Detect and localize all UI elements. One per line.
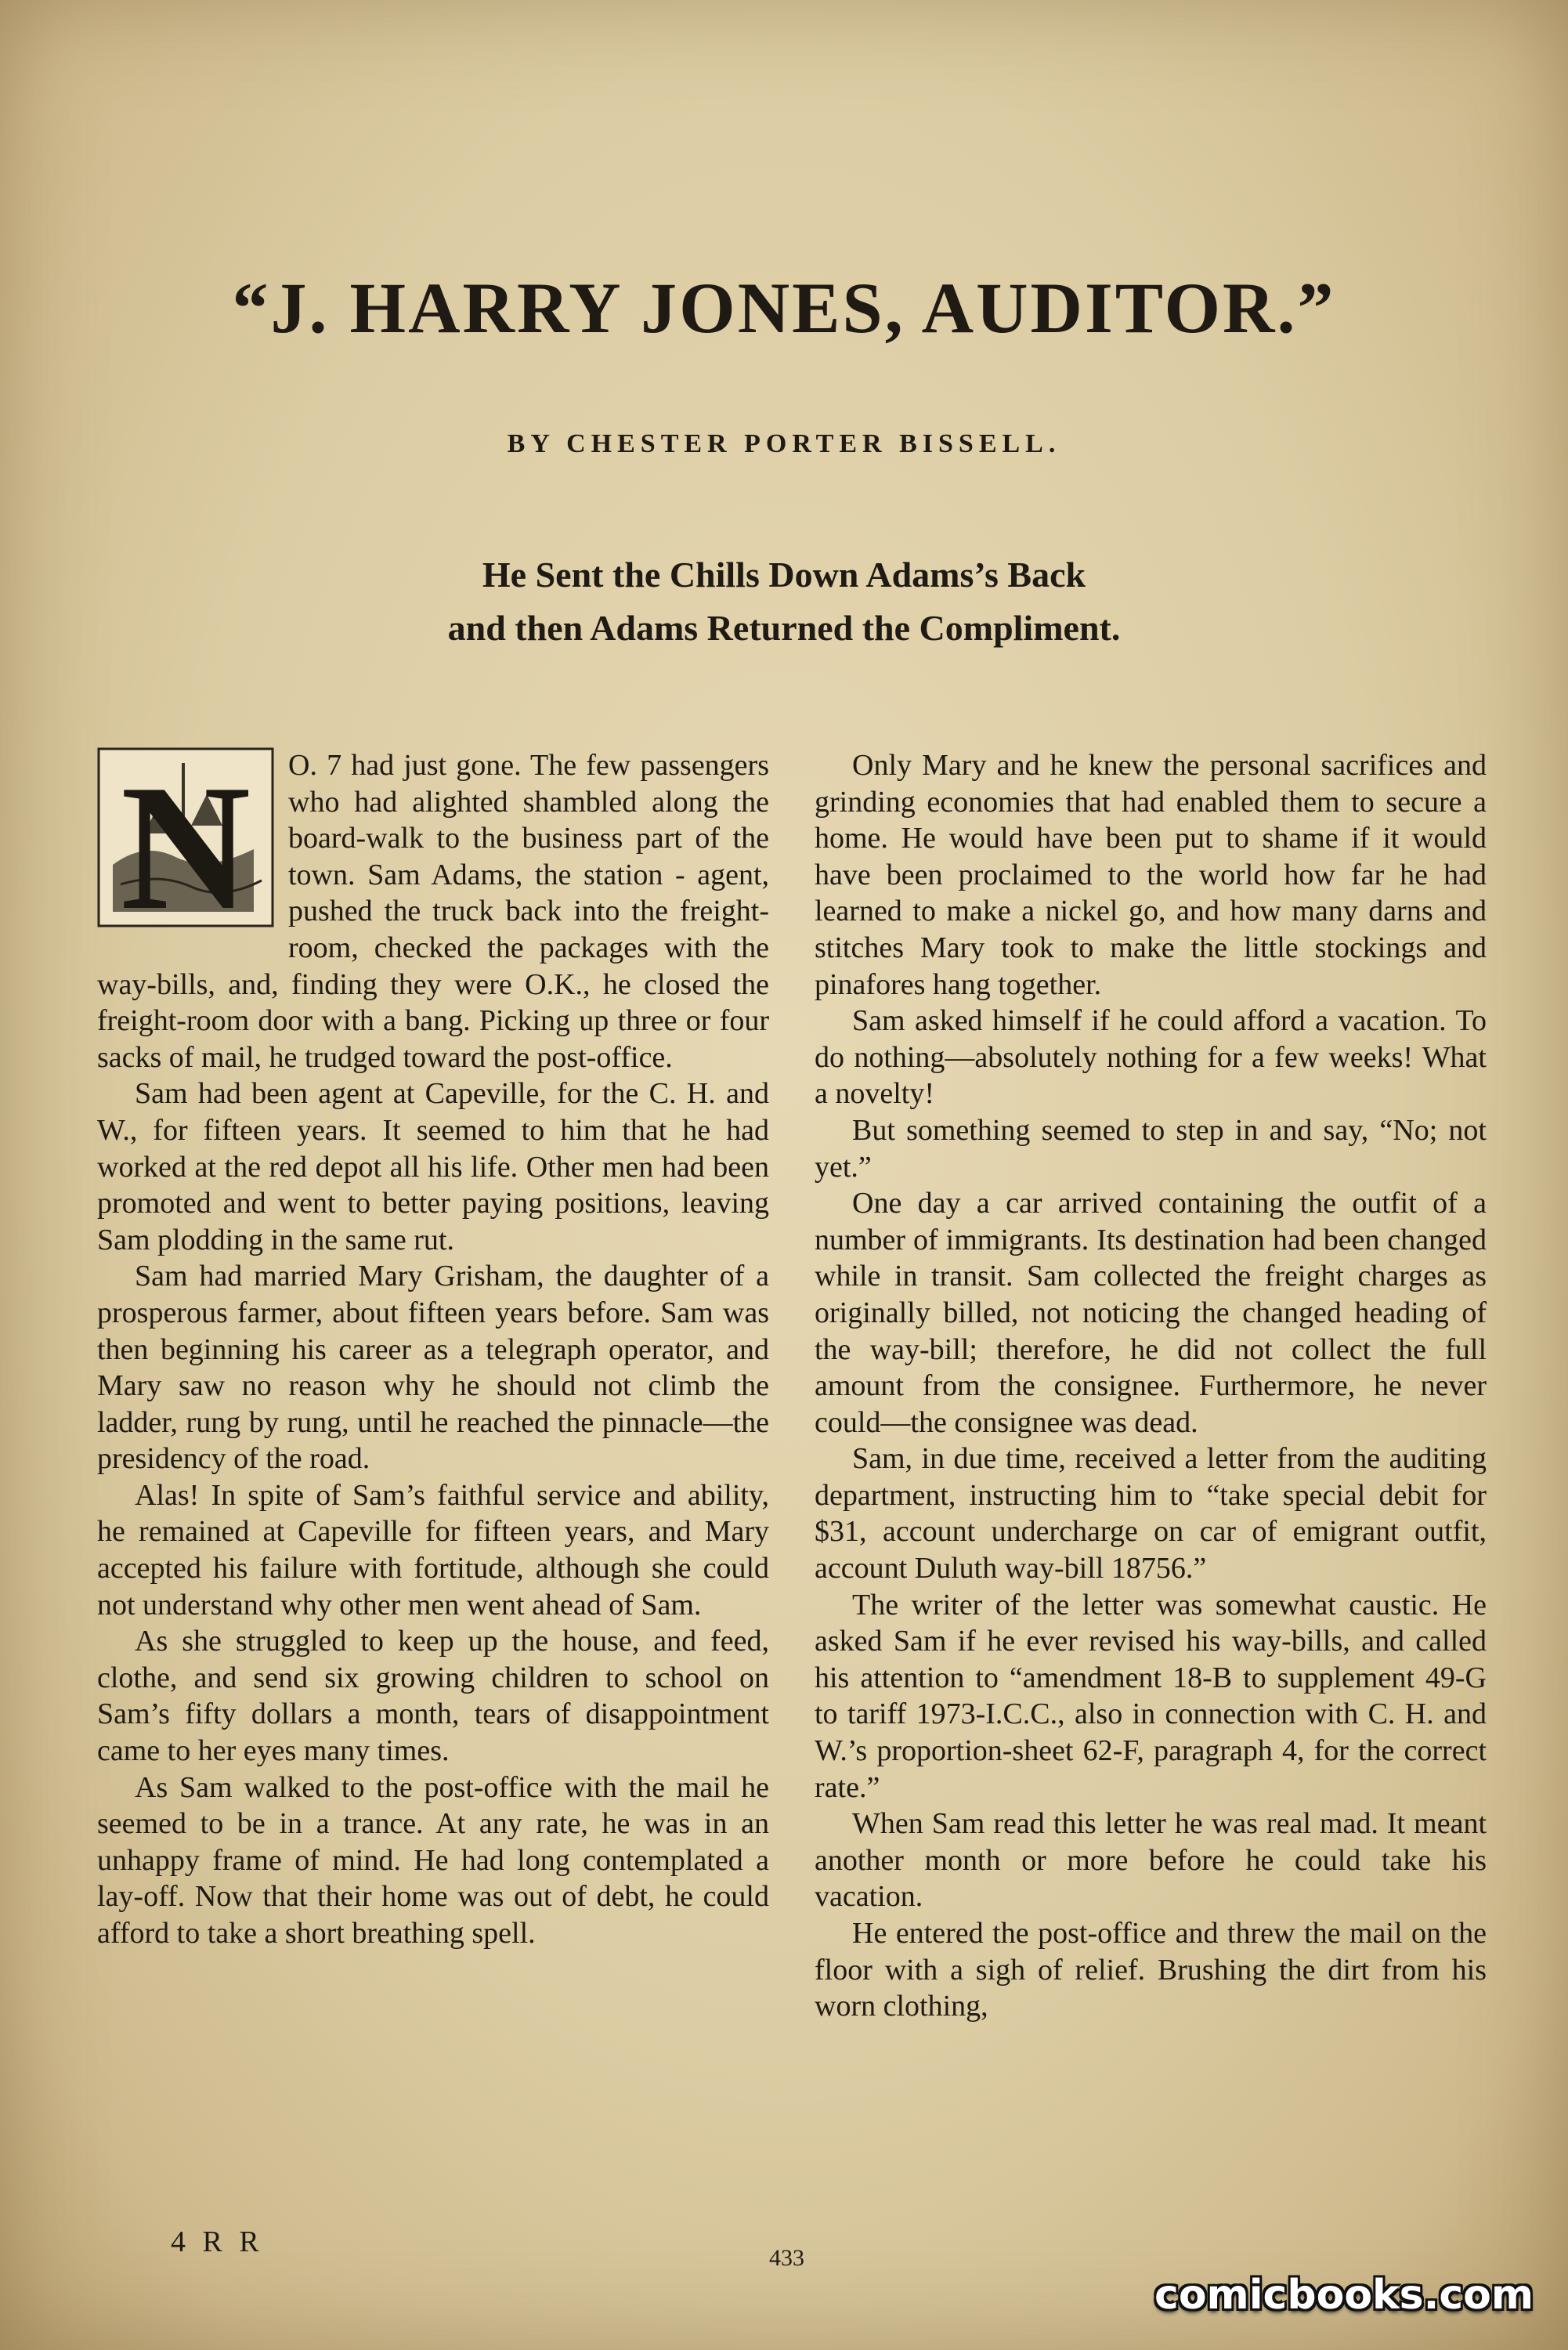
paragraph: But something seemed to step in and say, “No; not yet.” <box>815 1113 1487 1184</box>
paragraph: He entered the post-office and threw the mail on the floor with a sigh of relief. Brushing the dirt from his worn clothing, <box>815 1917 1487 2023</box>
paragraph: One day a car arrived containing the outfit of a number of immigrants. Its destination had been changed while in transit. Sam collected the freight charges as originally billed, not noticing the changed heading of the way-bill; therefore, he did not collect the full amount from the consignee. Furthermore, he never could—the consignee was dead. <box>815 1187 1487 1439</box>
paragraph: Sam, in due time, received a letter from the auditing department, instructing him to “take special debit for $31, account undercharge on car of emigrant outfit, account Duluth way-bill 18756.” <box>815 1442 1487 1585</box>
paragraph: Sam had been agent at Capeville, for the C. H. and W., for fifteen years. It seemed to him that he had worked at the red depot all his life. Other men had been promoted and went to better paying positions, leaving Sam plodding in the same rut. <box>97 1077 769 1256</box>
paragraph: O. 7 had just gone. The few passengers who had alighted shambled along the board-walk to the business part of the town. Sam Adams, the station - agent, pushed the truck back into the freight-room, checked the packages with the way-bills, and, finding they were O.K., he closed the freight-room door with a bang. Picking up three or four sacks of mail, he trudged toward the post-office. <box>97 749 769 1074</box>
page-number: 433 <box>769 2245 804 2271</box>
article-title: “J. HARRY JONES, AUDITOR.” <box>232 268 1336 348</box>
paragraph: The writer of the letter was somewhat caustic. He asked Sam if he ever revised his way-bills, and called his attention to “amendment 18-B to supplement 49-G to tariff 1973-I.C.C., also in connection with C. H. and W.’s proportion-sheet 62-F, paragraph 4, for the correct rate.” <box>815 1588 1487 1804</box>
article-byline: BY CHESTER PORTER BISSELL. <box>507 429 1061 458</box>
paragraph: Sam asked himself if he could afford a vacation. To do nothing—absolutely nothing for a few weeks! What a novelty! <box>815 1004 1487 1111</box>
subtitle-line-2: and then Adams Returned the Compliment. <box>447 608 1121 648</box>
left-column <box>97 747 769 1952</box>
paragraph: Alas! In spite of Sam’s faithful service and ability, he remained at Capeville for fifteen years, and Mary accepted his failure with fortitude, although she could not understand why other men went ahead of Sam. <box>97 1478 769 1622</box>
subtitle-line-1: He Sent the Chills Down Adams’s Back <box>482 555 1086 595</box>
right-column <box>815 747 1487 2025</box>
drop-cap-illustration <box>97 747 274 927</box>
watermark-logo: comicbooks.com <box>1154 2272 1534 2319</box>
signature-mark: 4 R R <box>171 2225 264 2258</box>
paragraph: As she struggled to keep up the house, and feed, clothe, and send six growing children to school on Sam’s fifty dollars a month, tears of disappointment came to her eyes many times. <box>97 1625 769 1768</box>
paragraph: As Sam walked to the post-office with the mail he seemed to be in a trance. At any rate, he was in an unhappy frame of mind. He had long contemplated a lay-off. Now that their home was out of debt, he could afford to take a short breathing spell. <box>97 1770 769 1950</box>
article-subtitle <box>0 548 1568 655</box>
paragraph: When Sam read this letter he was real mad. It meant another month or more before he could take his vacation. <box>815 1807 1487 1914</box>
paragraph: Only Mary and he knew the personal sacrifices and grinding economies that had enabled them to secure a home. He would have been put to shame if it would have been proclaimed to the world how far he had learned to make a nickel go, and how many darns and stitches Mary took to make the little stockings and pinafores hang together. <box>815 749 1487 1001</box>
paragraph: Sam had married Mary Grisham, the daughter of a prosperous farmer, about fifteen years before. Sam was then beginning his career as a telegraph operator, and Mary saw no reason why he should not climb the ladder, rung by rung, until he reached the pinnacle—the presidency of the road. <box>97 1260 769 1476</box>
drop-cap-letter: N <box>120 747 251 927</box>
